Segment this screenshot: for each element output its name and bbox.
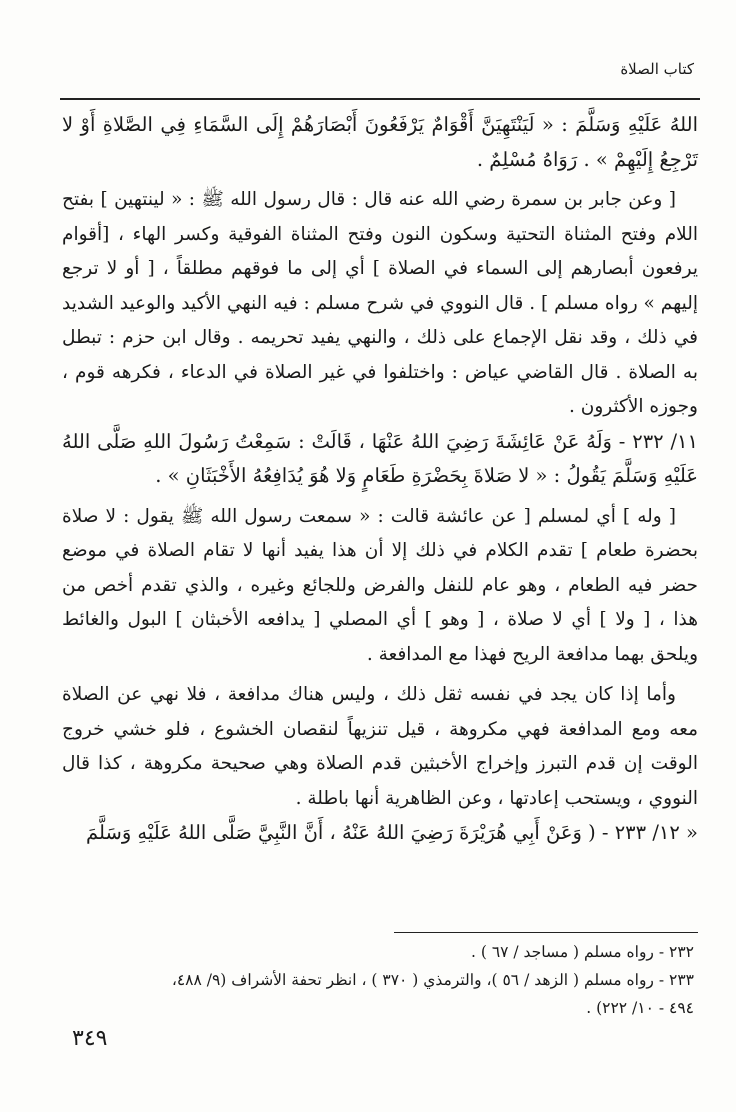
- commentary-paragraph: وأما إذا كان يجد في نفسه ثقل ذلك ، وليس هناك مدافعة ، فلا نهي عن الصلاة معه ومع المدافعة فهي مكروهة ، قيل تنزيهاً لنقصان الخشوع ، فلو خشي خروج الوقت إن قدم التبرز وإخراج الأخبثين قدم الصلاة وهي صحيحة مكروهة ، كذا قال النووي ، ويستحب إعادتها ، وعن الظاهرية أنها باطلة .: [62, 684, 698, 809]
- footnote: ٤٩٤ - ١٠/ ٢٢٢) .: [586, 999, 694, 1017]
- commentary-paragraph: [ وله ] أي لمسلم [ عن عائشة قالت : « سمعت رسول الله ﷺ يقول : لا صلاة بحضرة طعام ] تقدم الكلام في ذلك إلا أن هذا يفيد أنها لا تقام الصلاة في موضع حضر فيه الطعام ، وهو عام للنفل والفرض وللجائع وغيره ، والذي تقدم أخص من هذا ، [ ولا ] أي لا صلاة ، [ وهو ] أي المصلي [ يدافعه الأخبثان ] البول والغائط ويلحق بهما مدافعة الريح فهذا مع المدافعة .: [62, 505, 698, 665]
- commentary-paragraph: [ وعن جابر بن سمرة رضي الله عنه قال : قال رسول الله ﷺ : « لينتهين ] بفتح اللام وفتح المثناة التحتية وسكون النون وفتح المثناة الفوقية وكسر الهاء ، [أقوام يرفعون أبصارهم إلى السماء في الصلاة ] أي إلى ما فوقهم مطلقاً ، [ أو لا ترجع إليهم » رواه مسلم ] . قال النووي في شرح مسلم : فيه النهي الأكيد والوعيد الشديد في ذلك ، وقد نقل الإجماع على ذلك ، والنهي يفيد تحريمه . وقال ابن حزم : تبطل به الصلاة . قال القاضي عياض : واختلفوا في غير الصلاة في الدعاء ، فكرهه قوم ، وجوزه الأكثرون .: [62, 189, 698, 417]
- page-number: ٣٤٩: [72, 1026, 108, 1051]
- footnotes: [62, 938, 694, 1022]
- hadith-text: ١١/ ٢٣٢ - وَلَهُ عَنْ عَائِشَةَ رَضِيَ اللهُ عَنْهَا ، قَالَتْ : سَمِعْتُ رَسُولَ اللهِ صَلَّى اللهُ عَلَيْهِ وَسَلَّمَ يَقُولُ : « لا صَلاةَ بِحَضْرَةِ طَعَامٍ وَلا هُوَ يُدَافِعُهُ الأَخْبَثَانِ » .: [62, 429, 698, 487]
- footnote: ٢٣٣ - رواه مسلم ( الزهد / ٥٦ )، والترمذي ( ٣٧٠ ) ، انظر تحفة الأشراف (٩/ ٤٨٨،: [171, 971, 694, 989]
- running-header: كتاب الصلاة: [620, 60, 694, 78]
- main-text: [62, 108, 698, 851]
- footnote-rule: [394, 932, 698, 933]
- footnote: ٢٣٢ - رواه مسلم ( مساجد / ٦٧ ) .: [470, 943, 694, 961]
- hadith-text: « ١٢/ ٢٣٣ - ( وَعَنْ أَبِي هُرَيْرَةَ رَضِيَ اللهُ عَنْهُ ، أَنَّ النَّبِيَّ صَلَّى اللهُ عَلَيْهِ وَسَلَّمَ: [86, 821, 698, 844]
- hadith-text: اللهُ عَلَيْهِ وَسَلَّمَ : « لَيَنْتَهِيَنَّ أَقْوَامٌ يَرْفَعُونَ أَبْصَارَهُمْ إِلَى السَّمَاءِ فِي الصَّلاةِ أَوْ لا تَرْجِعُ إِلَيْهِمْ » . رَوَاهُ مُسْلِمٌ .: [62, 113, 698, 171]
- header-rule: [60, 98, 700, 100]
